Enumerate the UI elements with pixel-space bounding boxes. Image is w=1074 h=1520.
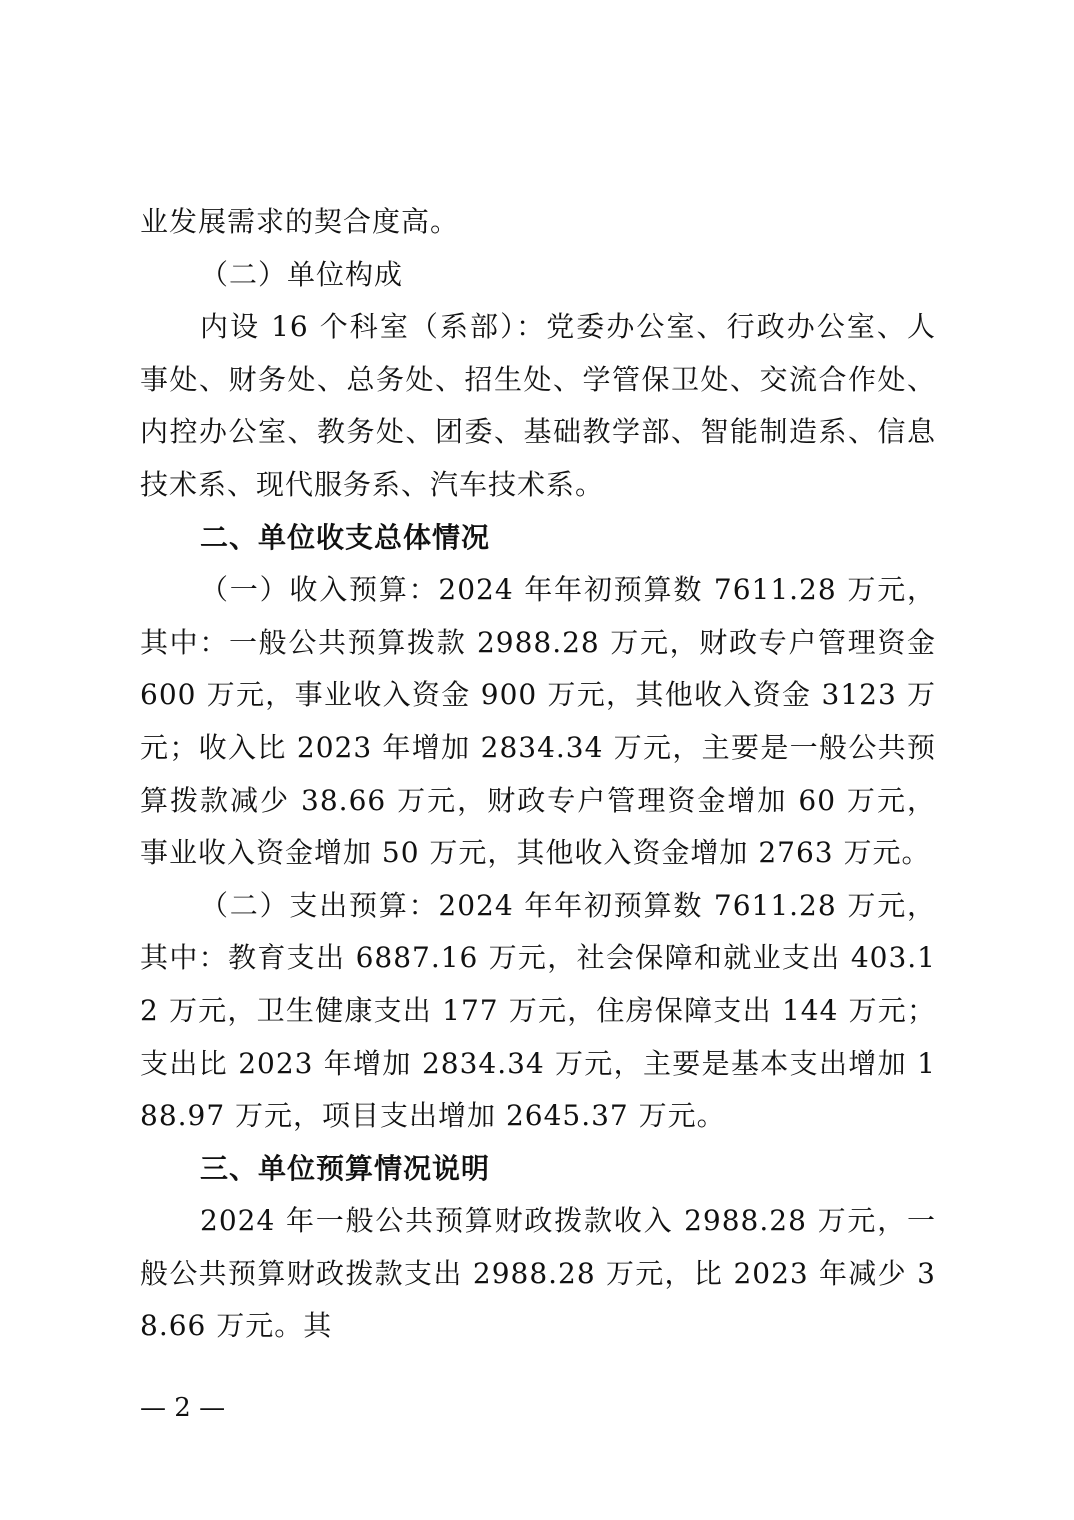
subheading-unit-composition: （二）单位构成	[200, 257, 404, 291]
paragraph-budget-explanation: 2024 年一般公共预算财政拨款收入 2988.28 万元，一般公共预算财政拨款支出 2988.28 万元，比 2023 年减少 38.66 万元。其	[140, 1204, 936, 1343]
document-page	[140, 196, 936, 1353]
paragraph-continuation: 业发展需求的契合度高。	[140, 205, 460, 238]
heading-income-expense-overview: 二、单位收支总体情况	[200, 520, 491, 554]
paragraph-unit-composition: 内设 16 个科室（系部）：党委办公室、行政办公室、人事处、财务处、总务处、招生处、学管保卫处、交流合作处、内控办公室、教务处、团委、基础教学部、智能制造系、信息技术系、现代服务系、汽车技术系。	[140, 310, 936, 501]
heading-budget-explanation: 三、单位预算情况说明	[200, 1151, 491, 1185]
paragraph-expenditure-budget: （二）支出预算：2024 年年初预算数 7611.28 万元，其中：教育支出 6887.16 万元，社会保障和就业支出 403.12 万元，卫生健康支出 177 万元，住房保障支出 144 万元；支出比 2023 年增加 2834.34 万元，主要是基本支出增加 188.97 万元，项目支出增加 2645.37 万元。	[140, 888, 936, 1133]
paragraph-income-budget: （一）收入预算：2024 年年初预算数 7611.28 万元，其中：一般公共预算拨款 2988.28 万元，财政专户管理资金 600 万元，事业收入资金 900 万元，其他收入资金 3123 万元；收入比 2023 年增加 2834.34 万元，主要是一般公共预算拨款减少 38.66 万元，财政专户管理资金增加 60 万元，事业收入资金增加 50 万元，其他收入资金增加 2763 万元。	[140, 573, 936, 870]
page-number: — 2 —	[140, 1393, 226, 1423]
